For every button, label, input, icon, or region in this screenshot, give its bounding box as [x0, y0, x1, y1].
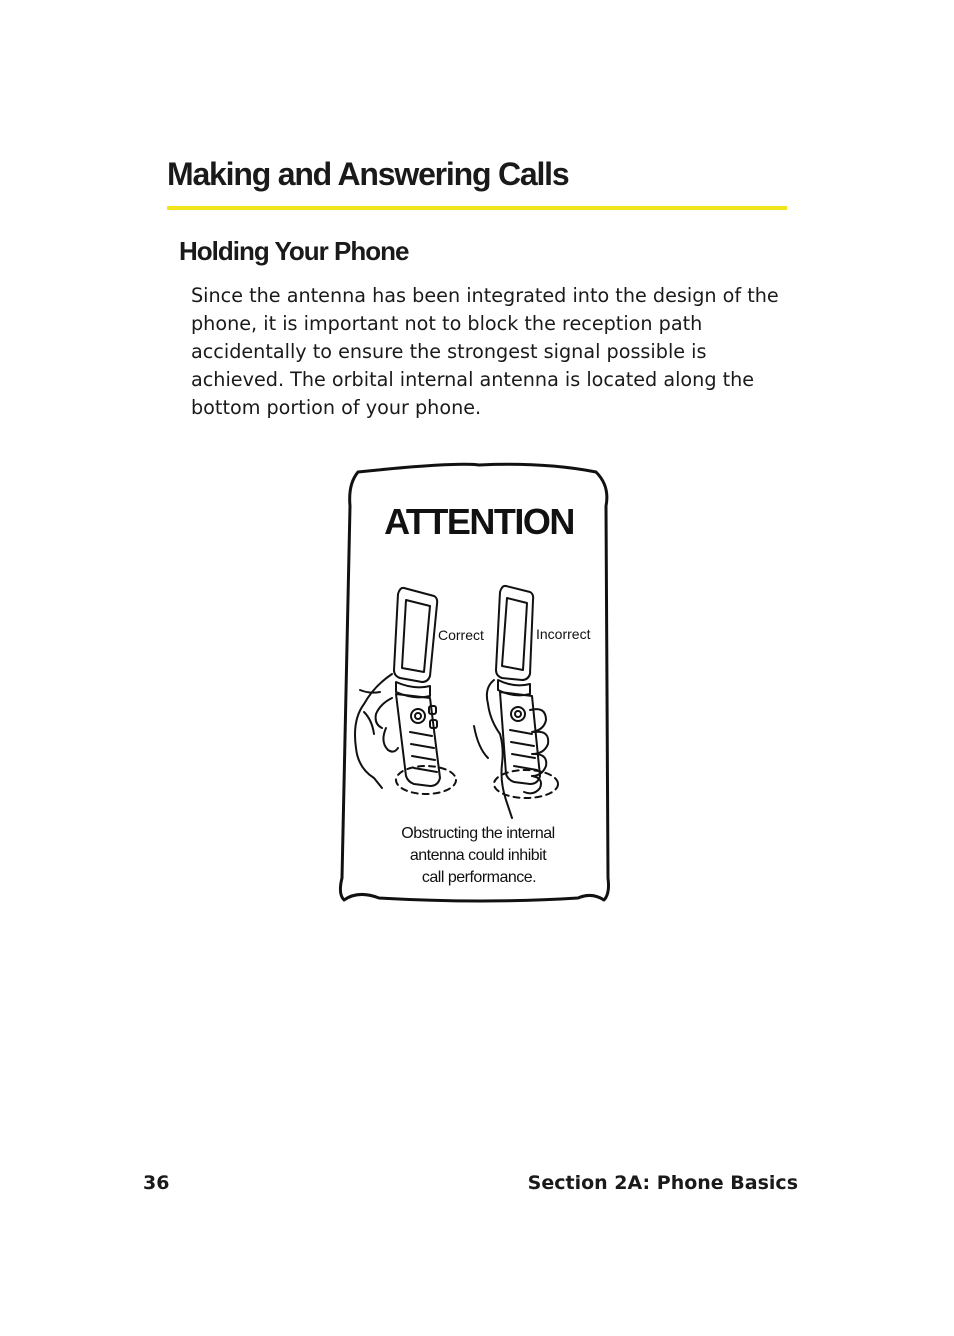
incorrect-label: Incorrect — [536, 626, 591, 642]
caption-line-1: Obstructing the internal — [401, 825, 555, 842]
section-body: Since the antenna has been integrated into the design of the phone, it is important not to block the reception path accidentally to ensure the strongest signal possible is achieved. The orbital internal antenna is located along the bottom portion of your phone. — [191, 284, 779, 419]
correct-label: Correct — [438, 627, 484, 643]
caption-line-3: call performance. — [421, 869, 537, 886]
page-number: 36 — [143, 1172, 170, 1194]
section-label: Section 2A: Phone Basics — [527, 1172, 798, 1194]
title-underline — [167, 206, 787, 210]
attention-figure — [334, 458, 624, 912]
caption-line-2: antenna could inhibit — [409, 847, 547, 864]
section-heading: Holding Your Phone — [179, 236, 409, 266]
page-title: Making and Answering Calls — [167, 156, 569, 192]
attention-heading: ATTENTION — [384, 501, 574, 542]
